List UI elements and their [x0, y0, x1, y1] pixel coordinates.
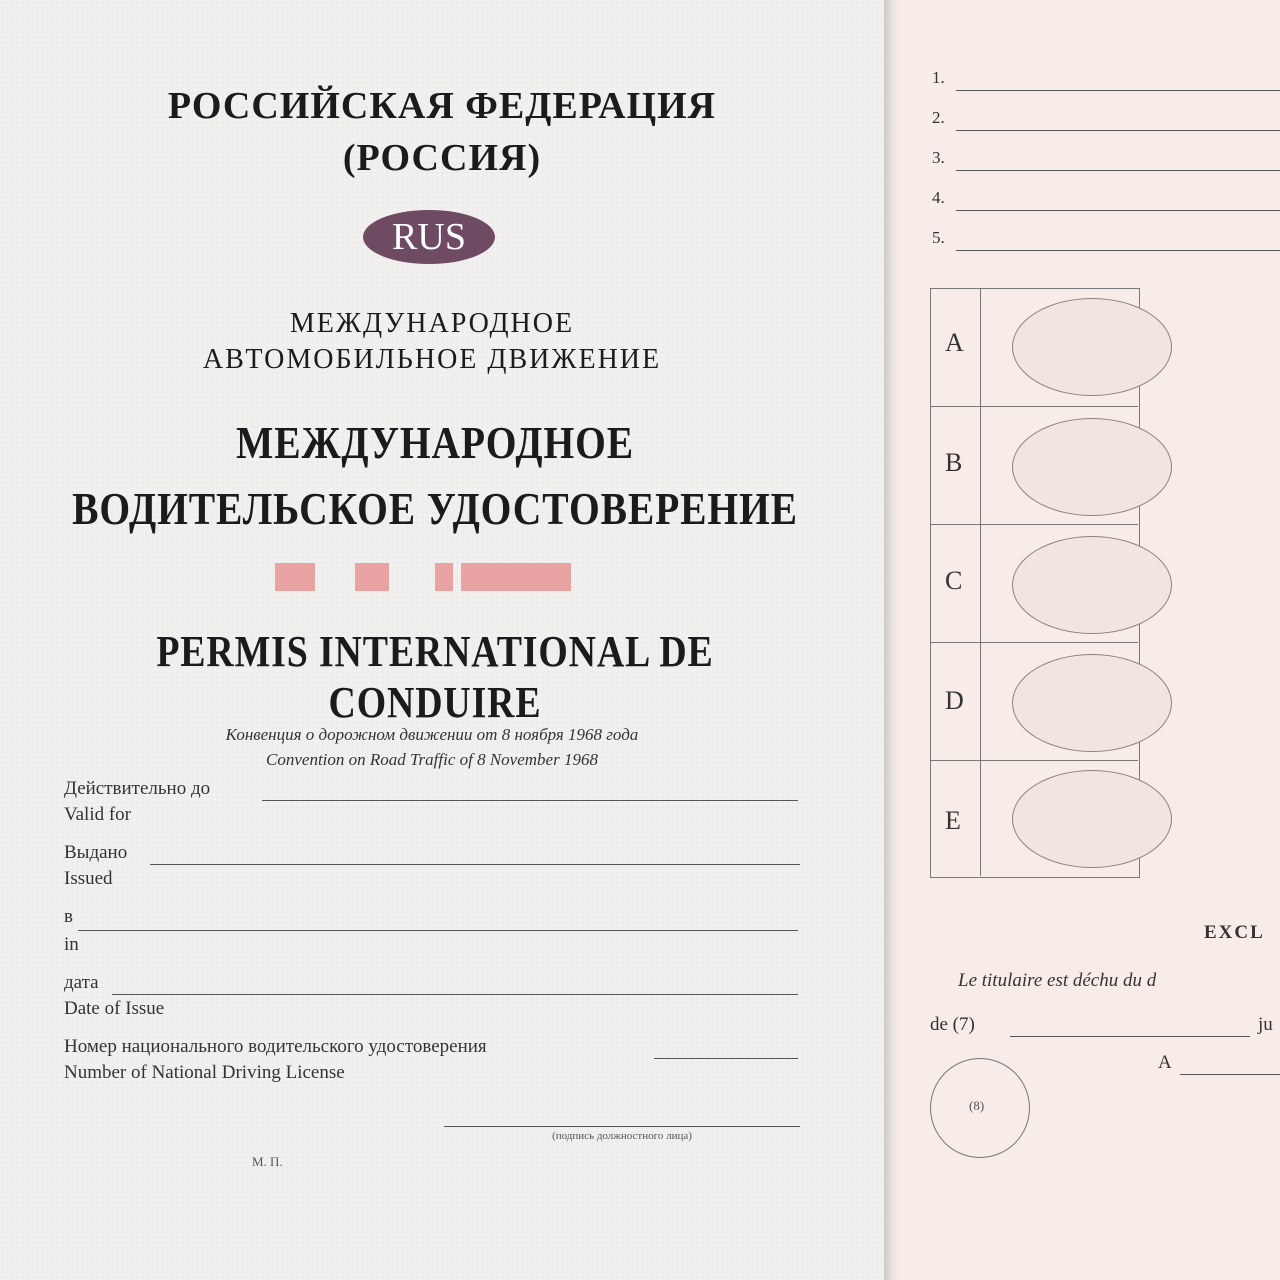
- category-letter-b: B: [945, 448, 963, 477]
- issued-label-ru: Выдано: [64, 842, 128, 863]
- de-label: de (7): [930, 1014, 975, 1035]
- numbered-line[interactable]: [956, 170, 1280, 171]
- category-letter-e: E: [945, 806, 961, 835]
- license-number-label-en: Number of National Driving License: [64, 1062, 345, 1083]
- a-label: A: [1158, 1052, 1172, 1073]
- country-short-name: (РОССИЯ): [342, 137, 542, 179]
- category-row-divider: [930, 642, 1138, 643]
- numbered-line-label: 5.: [932, 228, 945, 247]
- valid-until-label-en: Valid for: [64, 804, 132, 825]
- exclusion-heading: EXCL: [1204, 922, 1265, 943]
- traffic-heading-line1: МЕЖДУНАРОДНОЕ: [289, 308, 575, 339]
- signature-line[interactable]: [444, 1126, 800, 1127]
- valid-until-label-ru: Действительно до: [64, 778, 211, 799]
- category-row-divider: [930, 760, 1138, 761]
- exclusion-date-line[interactable]: [1010, 1036, 1250, 1037]
- category-stamp-oval-b[interactable]: [1012, 418, 1172, 516]
- place-field-line[interactable]: [78, 930, 798, 931]
- seal-circle-label: (8): [969, 1098, 985, 1113]
- date-label-ru: дата: [64, 972, 99, 993]
- numbered-line[interactable]: [956, 250, 1280, 251]
- issued-field-line[interactable]: [150, 864, 800, 865]
- numbered-line[interactable]: [956, 90, 1280, 91]
- date-label-en: Date of Issue: [64, 998, 165, 1019]
- valid-until-field-line[interactable]: [262, 800, 798, 801]
- numbered-line-label: 1.: [932, 68, 945, 87]
- date-field-line[interactable]: [112, 994, 798, 995]
- seal-label: М. П.: [252, 1154, 283, 1169]
- category-stamp-oval-d[interactable]: [1012, 654, 1172, 752]
- license-number-label-ru: Номер национального водительского удостоверения: [64, 1036, 487, 1057]
- exclusion-suffix-text: ju: [1258, 1014, 1273, 1035]
- category-row-divider: [930, 406, 1138, 407]
- place-label-ru: в: [64, 906, 73, 927]
- serial-number-stamp: [275, 555, 595, 595]
- issued-label-en: Issued: [64, 868, 113, 889]
- numbered-line-label: 2.: [932, 108, 945, 127]
- exclusion-text: Le titulaire est déchu du d: [958, 970, 1157, 991]
- category-letter-d: D: [945, 686, 964, 715]
- numbered-line-label: 3.: [932, 148, 945, 167]
- place-label-en: in: [64, 934, 79, 955]
- signature-caption: (подпись должностного лица): [552, 1130, 692, 1142]
- document-title-line1: МЕЖДУНАРОДНОЕ: [236, 417, 634, 468]
- category-row-divider: [930, 524, 1138, 525]
- document-title-line2: ВОДИТЕЛЬСКОЕ УДОСТОВЕРЕНИЕ: [72, 483, 798, 534]
- book-spine: [884, 0, 898, 1280]
- convention-text-en: Convention on Road Traffic of 8 November 1968: [266, 750, 598, 769]
- category-stamp-oval-c[interactable]: [1012, 536, 1172, 634]
- category-letter-a: A: [945, 328, 964, 357]
- document-title-french: PERMIS INTERNATIONAL DE CONDUIRE: [156, 627, 714, 727]
- country-name: РОССИЙСКАЯ ФЕДЕРАЦИЯ: [167, 85, 717, 127]
- category-letter-c: C: [945, 566, 963, 595]
- country-code-badge: RUS: [363, 210, 495, 264]
- traffic-heading-line2: АВТОМОБИЛЬНОЕ ДВИЖЕНИЕ: [202, 344, 662, 375]
- category-stamp-oval-a[interactable]: [1012, 298, 1172, 396]
- category-stamp-oval-e[interactable]: [1012, 770, 1172, 868]
- numbered-line[interactable]: [956, 130, 1280, 131]
- convention-text-ru: Конвенция о дорожном движении от 8 ноября 1968 года: [225, 725, 639, 744]
- license-number-field-line[interactable]: [654, 1058, 798, 1059]
- numbered-line-label: 4.: [932, 188, 945, 207]
- category-table-divider: [980, 288, 981, 876]
- place-line-right[interactable]: [1180, 1074, 1280, 1075]
- numbered-line[interactable]: [956, 210, 1280, 211]
